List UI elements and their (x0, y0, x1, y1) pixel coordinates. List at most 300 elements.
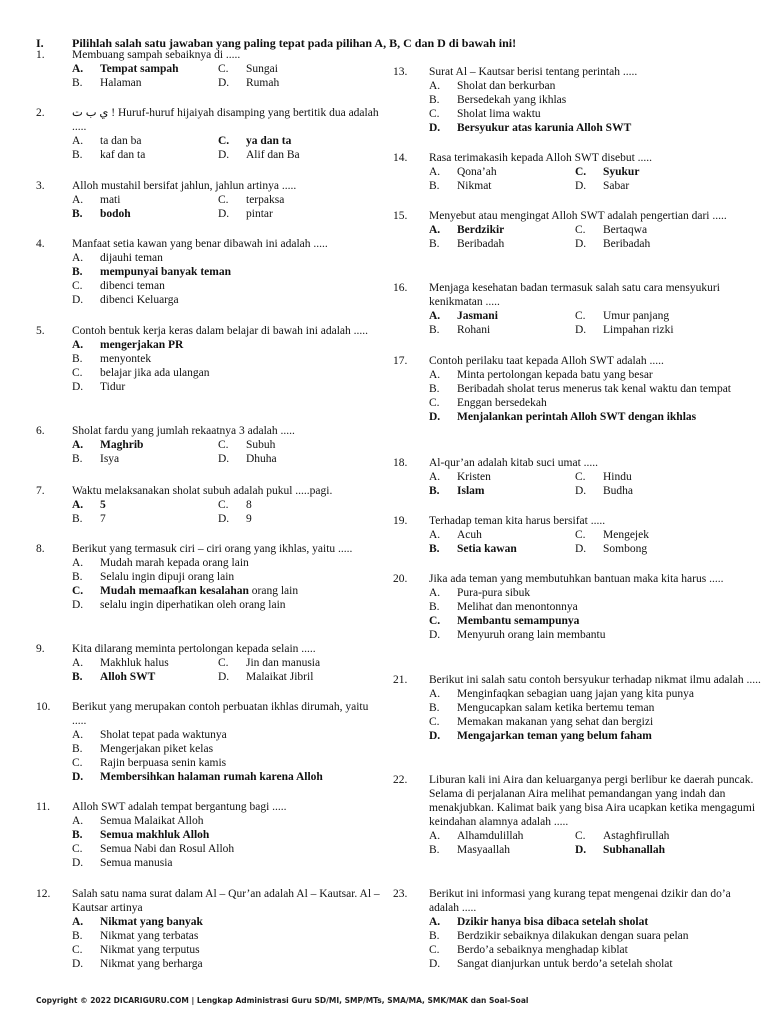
answer-option[interactable] (575, 237, 650, 251)
option-letter: D. (218, 77, 230, 89)
answer-options (36, 338, 381, 394)
option-text-main: selalu ingin diperhatikan oleh orang lain (100, 599, 286, 611)
option-text (100, 570, 234, 584)
answer-option[interactable] (72, 338, 381, 352)
answer-options (36, 251, 381, 307)
option-text-main: 8 (246, 499, 252, 511)
answer-option[interactable] (429, 528, 575, 542)
option-row (72, 148, 381, 162)
question-number: 3. (36, 180, 45, 192)
answer-option[interactable] (72, 556, 381, 570)
option-text-main: Tidur (100, 381, 126, 393)
option-text-main: Jin dan manusia (246, 657, 321, 669)
option-letter: B. (72, 829, 83, 841)
answer-options (36, 656, 381, 684)
question-1 (36, 48, 381, 90)
answer-option[interactable] (429, 484, 575, 498)
option-text (100, 452, 119, 466)
question-stem (36, 237, 381, 251)
option-text (246, 62, 278, 76)
answer-option[interactable] (218, 134, 291, 148)
option-letter: B. (72, 743, 83, 755)
answer-option[interactable] (575, 542, 647, 556)
option-text (100, 828, 209, 842)
option-text-main: Malaikat Jibril (246, 671, 314, 683)
option-text-main: Qona’ah (457, 166, 497, 178)
question-15 (393, 209, 763, 251)
answer-option[interactable] (429, 715, 763, 729)
question-number: 11. (36, 801, 50, 813)
option-letter: A. (72, 63, 84, 75)
option-text-main: Alloh SWT (100, 671, 156, 683)
option-text-main: Sholat tepat pada waktunya (100, 729, 227, 741)
answer-option[interactable] (72, 742, 381, 756)
option-letter: D. (429, 122, 441, 134)
answer-option[interactable] (72, 76, 218, 90)
answer-options (393, 368, 763, 424)
option-text (457, 957, 673, 971)
answer-option[interactable] (429, 929, 763, 943)
answer-option[interactable] (72, 62, 218, 76)
option-text (603, 179, 629, 193)
option-letter: D. (575, 543, 587, 555)
answer-options (393, 915, 763, 971)
option-text (100, 76, 142, 90)
option-text (100, 498, 106, 512)
option-text-main: Hindu (603, 471, 632, 483)
option-text-main: Rajin berpuasa senin kamis (100, 757, 227, 769)
option-text (457, 107, 541, 121)
option-letter: C. (575, 310, 586, 322)
option-text-main: Limpahan rizki (603, 324, 674, 336)
option-text (100, 265, 231, 279)
answer-option[interactable] (218, 670, 313, 684)
option-letter: A. (72, 916, 84, 928)
answer-option[interactable] (575, 165, 639, 179)
answer-option[interactable] (72, 670, 218, 684)
answer-option[interactable] (429, 915, 763, 929)
option-text-main: Dhuha (246, 453, 277, 465)
question-11 (36, 800, 381, 870)
answer-option[interactable] (429, 368, 763, 382)
option-text (246, 498, 252, 512)
option-text (457, 829, 523, 843)
option-text (457, 309, 498, 323)
answer-option[interactable] (72, 265, 381, 279)
option-text-main: Rumah (246, 77, 280, 89)
answer-option[interactable] (429, 687, 763, 701)
option-letter: B. (429, 180, 440, 192)
answer-option[interactable] (429, 79, 763, 93)
option-letter: B. (429, 383, 440, 395)
answer-option[interactable] (72, 957, 381, 971)
option-letter: B. (429, 485, 440, 497)
option-row (72, 452, 381, 466)
answer-option[interactable] (72, 570, 381, 584)
option-text-main: Budha (603, 485, 634, 497)
question-number: 17. (393, 355, 408, 367)
option-row (429, 179, 763, 193)
option-row (72, 134, 381, 148)
option-letter: A. (429, 471, 441, 483)
answer-option[interactable] (429, 396, 763, 410)
question-stem (36, 324, 381, 338)
answer-option[interactable] (218, 148, 300, 162)
option-text-main: Berdo’a sebaiknya menghadap kiblat (457, 944, 628, 956)
question-stem (393, 65, 763, 79)
option-letter: A. (429, 587, 441, 599)
option-text-main: Mengejek (603, 529, 649, 541)
answer-option[interactable] (429, 701, 763, 715)
option-text-main: Menginfaqkan sebagian uang jajan yang kita punya (457, 688, 694, 700)
option-letter: B. (72, 513, 83, 525)
option-text (100, 279, 165, 293)
question-text: Membuang sampah sebaiknya di ..... (72, 49, 241, 61)
option-text-main: Mengucapkan salam ketika bertemu teman (457, 702, 655, 714)
option-text (100, 134, 142, 148)
option-letter: C. (218, 194, 229, 206)
answer-option[interactable] (218, 62, 278, 76)
question-number: 6. (36, 425, 45, 437)
answer-option[interactable] (218, 438, 275, 452)
option-letter: C. (429, 397, 440, 409)
question-stem (393, 281, 763, 309)
option-text-main: mati (100, 194, 121, 206)
question-18 (393, 456, 763, 498)
answer-option[interactable] (72, 512, 218, 526)
answer-option[interactable] (72, 134, 218, 148)
option-letter: B. (72, 353, 83, 365)
option-text (100, 193, 120, 207)
question-8 (36, 542, 381, 612)
answer-option[interactable] (429, 628, 763, 642)
question-stem (36, 48, 381, 62)
answer-option[interactable] (575, 470, 632, 484)
option-letter: C. (218, 439, 229, 451)
question-number: 9. (36, 643, 45, 655)
option-letter: B. (72, 453, 83, 465)
option-text (603, 484, 633, 498)
option-letter: D. (575, 324, 587, 336)
option-text-main: Mudah memaafkan kesalahan (100, 585, 249, 597)
option-text-main: Enggan bersedekah (457, 397, 547, 409)
option-text (457, 687, 694, 701)
option-letter: C. (429, 944, 440, 956)
question-5 (36, 324, 381, 394)
answer-option[interactable] (218, 207, 273, 221)
option-letter: B. (72, 571, 83, 583)
option-letter: C. (218, 135, 230, 147)
answer-option[interactable] (429, 943, 763, 957)
question-3 (36, 179, 381, 221)
answer-option[interactable] (218, 656, 320, 670)
question-stem (393, 209, 763, 223)
option-text-main: Mudah marah kepada orang lain (100, 557, 249, 569)
option-letter: C. (575, 471, 586, 483)
answer-option[interactable] (72, 814, 381, 828)
option-text-main: Jasmani (457, 310, 498, 322)
answer-option[interactable] (429, 93, 763, 107)
answer-option[interactable] (575, 223, 647, 237)
question-text: Liburan kali ini Aira dan keluarganya pergi berlibur ke daerah puncak. Selama di perjalanan Aira melihat pemandangan yang indah dan menakjubkan. Kalimat baik yang bisa Aira ucapkan ketika mengagumi keindahan alamnya adalah ..... (429, 774, 756, 828)
answer-options (36, 498, 381, 526)
option-text (100, 380, 125, 394)
answer-option[interactable] (72, 352, 381, 366)
answer-option[interactable] (429, 600, 763, 614)
option-text-main: Menjalankan perintah Alloh SWT dengan ikhlas (457, 411, 697, 423)
question-23 (393, 887, 763, 971)
question-number: 18. (393, 457, 408, 469)
option-letter: A. (429, 310, 441, 322)
answer-option[interactable] (218, 512, 252, 526)
option-text (457, 79, 555, 93)
option-text (457, 929, 689, 943)
option-text (100, 556, 249, 570)
answer-option[interactable] (575, 829, 669, 843)
option-letter: B. (429, 238, 440, 250)
answer-option[interactable] (429, 237, 575, 251)
option-text-main: Mengajarkan teman yang belum faham (457, 730, 652, 742)
option-letter: D. (218, 671, 230, 683)
answer-option[interactable] (72, 584, 381, 598)
question-stem (393, 151, 763, 165)
option-row (429, 829, 763, 843)
answer-options (393, 586, 763, 642)
answer-options (393, 79, 763, 135)
option-text-main: Semua makhluk Alloh (100, 829, 210, 841)
question-text: Contoh perilaku taat kepada Alloh SWT adalah ..... (429, 355, 664, 367)
option-text (457, 323, 490, 337)
answer-option[interactable] (72, 207, 218, 221)
answer-option[interactable] (72, 251, 381, 265)
answer-option[interactable] (429, 323, 575, 337)
answer-option[interactable] (429, 729, 763, 743)
option-text-main: Sabar (603, 180, 630, 192)
question-text: Berikut yang termasuk ciri – ciri orang yang ikhlas, yaitu ..... (72, 543, 353, 555)
option-text (246, 452, 277, 466)
option-text-main: Nikmat yang terbatas (100, 930, 199, 942)
option-text-main: Memakan makanan yang sehat dan bergizi (457, 716, 654, 728)
option-letter: B. (429, 930, 440, 942)
option-letter: A. (72, 194, 84, 206)
option-text-main: bodoh (100, 208, 131, 220)
question-12 (36, 887, 381, 971)
option-text-main: Subhanallah (603, 844, 666, 856)
question-text: Surat Al – Kautsar berisi tentang perintah ..... (429, 66, 638, 78)
answer-option[interactable] (218, 498, 252, 512)
option-letter: C. (575, 830, 586, 842)
answer-option[interactable] (429, 957, 763, 971)
question-text: Menjaga kesehatan badan termasuk salah satu cara mensyukuri kenikmatan ..... (429, 282, 720, 308)
answer-option[interactable] (429, 843, 575, 857)
option-text (100, 929, 198, 943)
answer-option[interactable] (429, 470, 575, 484)
answer-option[interactable] (429, 223, 575, 237)
option-letter: A. (429, 529, 441, 541)
option-text-main: Menyuruh orang lain membantu (457, 629, 606, 641)
answer-options (393, 687, 763, 743)
option-text-main: Semua Nabi dan Rosul Alloh (100, 843, 235, 855)
question-text: Contoh bentuk kerja keras dalam belajar di bawah ini adalah ..... (72, 325, 369, 337)
answer-option[interactable] (72, 943, 381, 957)
option-text (100, 438, 143, 452)
answer-option[interactable] (429, 165, 575, 179)
option-text-main: Isya (100, 453, 120, 465)
option-text-main: Sangat dianjurkan untuk berdo’a setelah sholat (457, 958, 673, 970)
answer-option[interactable] (72, 438, 218, 452)
answer-options (36, 728, 381, 784)
answer-option[interactable] (575, 843, 665, 857)
option-text-main: Selalu ingin dipuji orang lain (100, 571, 235, 583)
option-text-main: Acuh (457, 529, 482, 541)
question-text: Berikut yang merupakan contoh perbuatan ikhlas dirumah, yaitu ..... (72, 701, 369, 727)
answer-option[interactable] (429, 542, 575, 556)
option-letter: C. (575, 224, 586, 236)
question-stem (393, 887, 763, 915)
option-text (457, 600, 578, 614)
option-text-main: Alif dan Ba (246, 149, 300, 161)
option-text (457, 701, 654, 715)
answer-option[interactable] (72, 598, 381, 612)
answer-option[interactable] (575, 179, 629, 193)
answer-option[interactable] (72, 770, 381, 784)
option-text (100, 352, 151, 366)
option-text-main: terpaksa (246, 194, 285, 206)
option-text (457, 93, 566, 107)
option-text-main: Halaman (100, 77, 142, 89)
question-text: Waktu melaksanakan sholat subuh adalah pukul .....pagi. (72, 485, 333, 497)
answer-option[interactable] (429, 179, 575, 193)
question-text: Alloh mustahil bersifat jahlun, jahlun artinya ..... (72, 180, 297, 192)
answer-option[interactable] (429, 614, 763, 628)
option-text (246, 134, 291, 148)
question-stem (393, 514, 763, 528)
answer-option[interactable] (72, 929, 381, 943)
option-text-main: Tempat sampah (100, 63, 179, 75)
option-text (100, 943, 200, 957)
answer-options (36, 556, 381, 612)
question-number: 16. (393, 282, 408, 294)
question-number: 5. (36, 325, 45, 337)
answer-option[interactable] (218, 193, 284, 207)
question-text: Manfaat setia kawan yang benar dibawah ini adalah ..... (72, 238, 328, 250)
option-text (100, 366, 210, 380)
option-text-main: menyontek (100, 353, 152, 365)
question-stem (393, 572, 763, 586)
option-letter: C. (575, 529, 586, 541)
option-letter: C. (218, 63, 229, 75)
answer-option[interactable] (429, 309, 575, 323)
option-letter: A. (429, 80, 441, 92)
option-text-main: Nikmat (457, 180, 492, 192)
answer-option[interactable] (429, 586, 763, 600)
option-letter: A. (429, 916, 441, 928)
option-text (603, 843, 665, 857)
answer-option[interactable] (575, 528, 649, 542)
answer-option[interactable] (72, 842, 381, 856)
question-9 (36, 642, 381, 684)
option-letter: D. (429, 411, 441, 423)
answer-options (36, 438, 381, 466)
answer-option[interactable] (575, 309, 669, 323)
answer-option[interactable] (429, 410, 763, 424)
answer-option[interactable] (72, 756, 381, 770)
option-letter: A. (72, 339, 84, 351)
question-stem (36, 700, 381, 728)
answer-option[interactable] (72, 148, 218, 162)
option-text-main: ta dan ba (100, 135, 142, 147)
option-letter: C. (575, 166, 587, 178)
question-2 (36, 106, 381, 162)
option-text (246, 656, 320, 670)
question-text: Berikut ini informasi yang kurang tepat mengenai dzikir dan do’a adalah ..... (429, 888, 731, 914)
option-letter: B. (429, 543, 440, 555)
answer-option[interactable] (429, 107, 763, 121)
answer-options (393, 165, 763, 193)
question-text: Sholat fardu yang jumlah rekaatnya 3 adalah ..... (72, 425, 295, 437)
answer-option[interactable] (72, 279, 381, 293)
answer-option[interactable] (72, 193, 218, 207)
answer-option[interactable] (72, 452, 218, 466)
option-letter: D. (575, 485, 587, 497)
option-letter: C. (72, 585, 84, 597)
section-number: I. (36, 36, 44, 50)
answer-option[interactable] (72, 293, 381, 307)
option-text-main: Mengerjakan piket kelas (100, 743, 214, 755)
question-stem (393, 673, 763, 687)
option-letter: C. (429, 716, 440, 728)
question-number: 22. (393, 774, 408, 786)
option-text (603, 237, 650, 251)
answer-option[interactable] (575, 484, 633, 498)
answer-option[interactable] (429, 829, 575, 843)
option-text (457, 470, 491, 484)
answer-option[interactable] (72, 828, 381, 842)
question-22 (393, 773, 763, 857)
option-letter: C. (429, 615, 441, 627)
option-text (100, 842, 234, 856)
option-text (603, 470, 632, 484)
answer-option[interactable] (575, 323, 674, 337)
option-text (457, 223, 504, 237)
answer-options (36, 62, 381, 90)
answer-option[interactable] (72, 656, 218, 670)
option-text (457, 614, 579, 628)
answer-option[interactable] (72, 380, 381, 394)
answer-option[interactable] (72, 728, 381, 742)
option-text (603, 223, 647, 237)
option-text (457, 586, 530, 600)
option-letter: A. (429, 166, 441, 178)
answer-option[interactable] (72, 856, 381, 870)
answer-option[interactable] (218, 452, 277, 466)
option-text (457, 484, 484, 498)
question-20 (393, 572, 763, 642)
option-text-main: Pura-pura sibuk (457, 587, 531, 599)
answer-option[interactable] (72, 915, 381, 929)
option-text-main: Beribadah (457, 238, 505, 250)
answer-option[interactable] (218, 76, 279, 90)
option-text (457, 715, 653, 729)
answer-option[interactable] (72, 366, 381, 380)
question-stem (36, 800, 381, 814)
question-stem (36, 484, 381, 498)
answer-option[interactable] (72, 498, 218, 512)
question-number: 14. (393, 152, 408, 164)
option-text (457, 165, 497, 179)
answer-option[interactable] (429, 121, 763, 135)
answer-option[interactable] (429, 382, 763, 396)
